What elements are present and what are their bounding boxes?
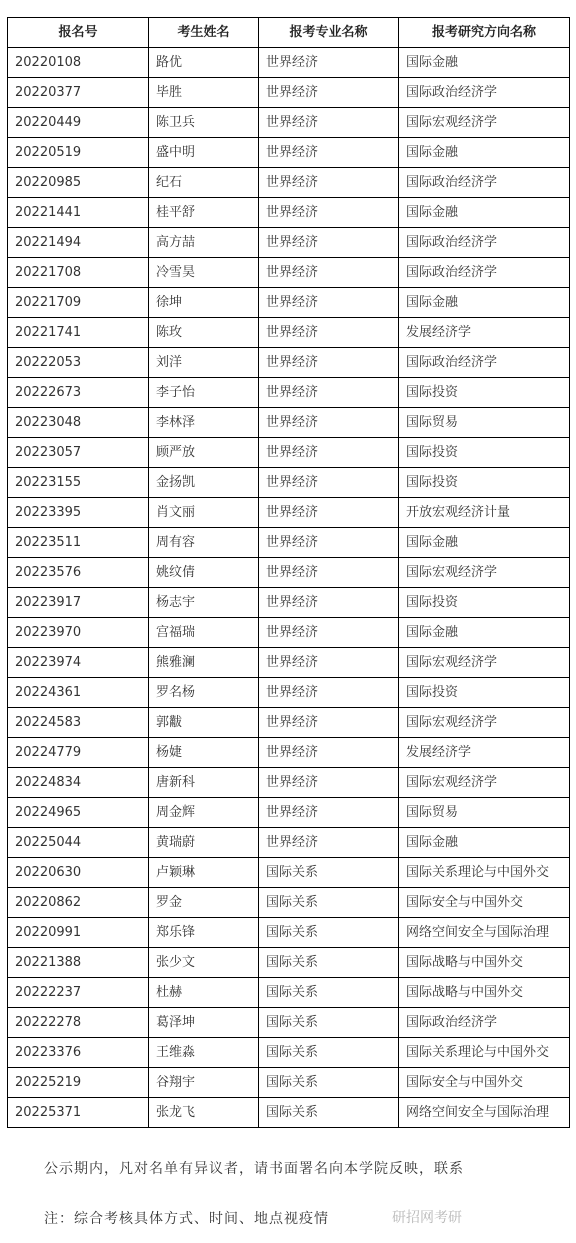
candidate-name-cell: 葛泽坤 — [149, 1008, 259, 1038]
registration-number-cell: 20223376 — [8, 1038, 149, 1068]
candidate-name-cell: 路优 — [149, 48, 259, 78]
registration-number-cell: 20222237 — [8, 978, 149, 1008]
registration-number-cell: 20223576 — [8, 558, 149, 588]
table-row — [8, 1008, 570, 1038]
candidate-name-cell: 罗金 — [149, 888, 259, 918]
candidate-name-cell: 姚纹倩 — [149, 558, 259, 588]
table-row — [8, 378, 570, 408]
registration-number-cell: 20221708 — [8, 258, 149, 288]
registration-number-cell: 20223048 — [8, 408, 149, 438]
table-header-row — [8, 18, 570, 48]
major-name-cell: 国际关系 — [259, 1008, 399, 1038]
table-row — [8, 618, 570, 648]
table-row — [8, 888, 570, 918]
research-direction-cell: 国际贸易 — [399, 408, 570, 438]
research-direction-cell: 国际政治经济学 — [399, 168, 570, 198]
registration-number-cell: 20224779 — [8, 738, 149, 768]
candidate-name-cell: 杨志宇 — [149, 588, 259, 618]
research-direction-cell: 国际投资 — [399, 588, 570, 618]
major-name-cell: 世界经济 — [259, 108, 399, 138]
table-row — [8, 648, 570, 678]
table-row — [8, 1098, 570, 1128]
research-direction-cell: 国际战略与中国外交 — [399, 948, 570, 978]
major-name-cell: 世界经济 — [259, 588, 399, 618]
candidate-name-cell: 陈玫 — [149, 318, 259, 348]
major-name-cell: 国际关系 — [259, 888, 399, 918]
registration-number-cell: 20221741 — [8, 318, 149, 348]
registration-number-cell: 20223917 — [8, 588, 149, 618]
admission-list-table — [7, 17, 570, 1128]
table-row — [8, 828, 570, 858]
research-direction-cell: 国际宏观经济学 — [399, 708, 570, 738]
candidate-name-cell: 郑乐锋 — [149, 918, 259, 948]
table-row — [8, 768, 570, 798]
major-name-cell: 世界经济 — [259, 258, 399, 288]
major-name-cell: 世界经济 — [259, 378, 399, 408]
research-direction-cell: 国际关系理论与中国外交 — [399, 1038, 570, 1068]
major-name-cell: 世界经济 — [259, 678, 399, 708]
table-row — [8, 978, 570, 1008]
registration-number-cell: 20222053 — [8, 348, 149, 378]
table-row — [8, 78, 570, 108]
research-direction-cell: 国际战略与中国外交 — [399, 978, 570, 1008]
registration-number-cell: 20225044 — [8, 828, 149, 858]
research-direction-cell: 国际贸易 — [399, 798, 570, 828]
major-name-cell: 国际关系 — [259, 1098, 399, 1128]
registration-number-cell: 20224361 — [8, 678, 149, 708]
table-row — [8, 1038, 570, 1068]
table-row — [8, 438, 570, 468]
registration-number-cell: 20225219 — [8, 1068, 149, 1098]
registration-number-cell: 20220519 — [8, 138, 149, 168]
major-name-cell: 世界经济 — [259, 228, 399, 258]
major-name-cell: 世界经济 — [259, 438, 399, 468]
major-name-cell: 世界经济 — [259, 468, 399, 498]
table-row — [8, 798, 570, 828]
candidate-name-cell: 徐坤 — [149, 288, 259, 318]
header-research-direction: 报考研究方向名称 — [399, 18, 570, 48]
registration-number-cell: 20220449 — [8, 108, 149, 138]
major-name-cell: 世界经济 — [259, 828, 399, 858]
table-row — [8, 588, 570, 618]
major-name-cell: 世界经济 — [259, 138, 399, 168]
table-row — [8, 198, 570, 228]
registration-number-cell: 20220862 — [8, 888, 149, 918]
table-row — [8, 678, 570, 708]
watermark: 研招网考研 — [392, 1210, 462, 1226]
major-name-cell: 世界经济 — [259, 708, 399, 738]
notice-paragraph: 公示期内，凡对名单有异议者，请书面署名向本学院反映，联系 — [44, 1161, 464, 1177]
major-name-cell: 世界经济 — [259, 288, 399, 318]
research-direction-cell: 国际政治经济学 — [399, 258, 570, 288]
candidate-name-cell: 杨婕 — [149, 738, 259, 768]
major-name-cell: 世界经济 — [259, 738, 399, 768]
major-name-cell: 世界经济 — [259, 498, 399, 528]
research-direction-cell: 国际投资 — [399, 438, 570, 468]
major-name-cell: 世界经济 — [259, 558, 399, 588]
candidate-name-cell: 周有容 — [149, 528, 259, 558]
major-name-cell: 世界经济 — [259, 168, 399, 198]
table-row — [8, 468, 570, 498]
research-direction-cell: 国际金融 — [399, 528, 570, 558]
registration-number-cell: 20222673 — [8, 378, 149, 408]
registration-number-cell: 20221388 — [8, 948, 149, 978]
major-name-cell: 世界经济 — [259, 618, 399, 648]
major-name-cell: 世界经济 — [259, 528, 399, 558]
research-direction-cell: 国际投资 — [399, 468, 570, 498]
table-row — [8, 348, 570, 378]
table-row — [8, 558, 570, 588]
research-direction-cell: 网络空间安全与国际治理 — [399, 1098, 570, 1128]
registration-number-cell: 20223395 — [8, 498, 149, 528]
header-candidate-name: 考生姓名 — [149, 18, 259, 48]
candidate-name-cell: 杜赫 — [149, 978, 259, 1008]
major-name-cell: 国际关系 — [259, 858, 399, 888]
registration-number-cell: 20220377 — [8, 78, 149, 108]
major-name-cell: 世界经济 — [259, 768, 399, 798]
candidate-name-cell: 陈卫兵 — [149, 108, 259, 138]
research-direction-cell: 国际宏观经济学 — [399, 768, 570, 798]
research-direction-cell: 国际政治经济学 — [399, 78, 570, 108]
candidate-name-cell: 肖文丽 — [149, 498, 259, 528]
major-name-cell: 世界经济 — [259, 408, 399, 438]
major-name-cell: 世界经济 — [259, 648, 399, 678]
registration-number-cell: 20220991 — [8, 918, 149, 948]
candidate-name-cell: 熊雅澜 — [149, 648, 259, 678]
table-row — [8, 408, 570, 438]
major-name-cell: 世界经济 — [259, 318, 399, 348]
table-body — [8, 48, 570, 1128]
candidate-name-cell: 顾严放 — [149, 438, 259, 468]
major-name-cell: 世界经济 — [259, 78, 399, 108]
candidate-name-cell: 高方喆 — [149, 228, 259, 258]
table-row — [8, 528, 570, 558]
table-row — [8, 708, 570, 738]
header-major-name: 报考专业名称 — [259, 18, 399, 48]
table-row — [8, 288, 570, 318]
table-row — [8, 228, 570, 258]
candidate-name-cell: 王维淼 — [149, 1038, 259, 1068]
registration-number-cell: 20220985 — [8, 168, 149, 198]
registration-number-cell: 20224965 — [8, 798, 149, 828]
research-direction-cell: 国际宏观经济学 — [399, 108, 570, 138]
research-direction-cell: 国际金融 — [399, 828, 570, 858]
registration-number-cell: 20220630 — [8, 858, 149, 888]
table-row — [8, 48, 570, 78]
table-row — [8, 498, 570, 528]
registration-number-cell: 20223970 — [8, 618, 149, 648]
major-name-cell: 国际关系 — [259, 1038, 399, 1068]
major-name-cell: 世界经济 — [259, 798, 399, 828]
research-direction-cell: 国际宏观经济学 — [399, 648, 570, 678]
research-direction-cell: 国际宏观经济学 — [399, 558, 570, 588]
candidate-name-cell: 张龙飞 — [149, 1098, 259, 1128]
table-row — [8, 168, 570, 198]
major-name-cell: 国际关系 — [259, 948, 399, 978]
research-direction-cell: 国际金融 — [399, 198, 570, 228]
major-name-cell: 世界经济 — [259, 48, 399, 78]
candidate-name-cell: 周金辉 — [149, 798, 259, 828]
major-name-cell: 国际关系 — [259, 918, 399, 948]
candidate-name-cell: 张少文 — [149, 948, 259, 978]
table-row — [8, 108, 570, 138]
candidate-name-cell: 毕胜 — [149, 78, 259, 108]
research-direction-cell: 网络空间安全与国际治理 — [399, 918, 570, 948]
candidate-name-cell: 冷雪昊 — [149, 258, 259, 288]
candidate-name-cell: 刘洋 — [149, 348, 259, 378]
registration-number-cell: 20223155 — [8, 468, 149, 498]
footnote-paragraph: 注：综合考核具体方式、时间、地点视疫情 — [44, 1211, 329, 1227]
candidate-name-cell: 卢颖琳 — [149, 858, 259, 888]
research-direction-cell: 发展经济学 — [399, 318, 570, 348]
research-direction-cell: 国际金融 — [399, 618, 570, 648]
candidate-name-cell: 李子怡 — [149, 378, 259, 408]
registration-number-cell: 20224834 — [8, 768, 149, 798]
candidate-name-cell: 罗名杨 — [149, 678, 259, 708]
research-direction-cell: 国际政治经济学 — [399, 348, 570, 378]
candidate-name-cell: 宫福瑞 — [149, 618, 259, 648]
research-direction-cell: 国际金融 — [399, 138, 570, 168]
table-row — [8, 858, 570, 888]
registration-number-cell: 20224583 — [8, 708, 149, 738]
major-name-cell: 国际关系 — [259, 1068, 399, 1098]
table-row — [8, 1068, 570, 1098]
registration-number-cell: 20220108 — [8, 48, 149, 78]
major-name-cell: 世界经济 — [259, 198, 399, 228]
research-direction-cell: 国际投资 — [399, 678, 570, 708]
candidate-name-cell: 谷翔宇 — [149, 1068, 259, 1098]
research-direction-cell: 国际政治经济学 — [399, 228, 570, 258]
major-name-cell: 世界经济 — [259, 348, 399, 378]
candidate-name-cell: 盛中明 — [149, 138, 259, 168]
research-direction-cell: 国际投资 — [399, 378, 570, 408]
research-direction-cell: 国际安全与中国外交 — [399, 888, 570, 918]
table-row — [8, 138, 570, 168]
table-row — [8, 738, 570, 768]
candidate-name-cell: 郭黻 — [149, 708, 259, 738]
research-direction-cell: 国际政治经济学 — [399, 1008, 570, 1038]
research-direction-cell: 国际金融 — [399, 288, 570, 318]
research-direction-cell: 开放宏观经济计量 — [399, 498, 570, 528]
header-registration-number: 报名号 — [8, 18, 149, 48]
registration-number-cell: 20223511 — [8, 528, 149, 558]
registration-number-cell: 20223057 — [8, 438, 149, 468]
candidate-name-cell: 金扬凯 — [149, 468, 259, 498]
candidate-name-cell: 桂平舒 — [149, 198, 259, 228]
research-direction-cell: 发展经济学 — [399, 738, 570, 768]
table-row — [8, 948, 570, 978]
research-direction-cell: 国际金融 — [399, 48, 570, 78]
research-direction-cell: 国际关系理论与中国外交 — [399, 858, 570, 888]
candidate-name-cell: 纪石 — [149, 168, 259, 198]
table-row — [8, 258, 570, 288]
registration-number-cell: 20225371 — [8, 1098, 149, 1128]
table-row — [8, 318, 570, 348]
registration-number-cell: 20221441 — [8, 198, 149, 228]
registration-number-cell: 20221494 — [8, 228, 149, 258]
registration-number-cell: 20222278 — [8, 1008, 149, 1038]
major-name-cell: 国际关系 — [259, 978, 399, 1008]
registration-number-cell: 20221709 — [8, 288, 149, 318]
candidate-name-cell: 李林泽 — [149, 408, 259, 438]
candidate-name-cell: 唐新科 — [149, 768, 259, 798]
research-direction-cell: 国际安全与中国外交 — [399, 1068, 570, 1098]
table-row — [8, 918, 570, 948]
registration-number-cell: 20223974 — [8, 648, 149, 678]
candidate-name-cell: 黄瑞蔚 — [149, 828, 259, 858]
